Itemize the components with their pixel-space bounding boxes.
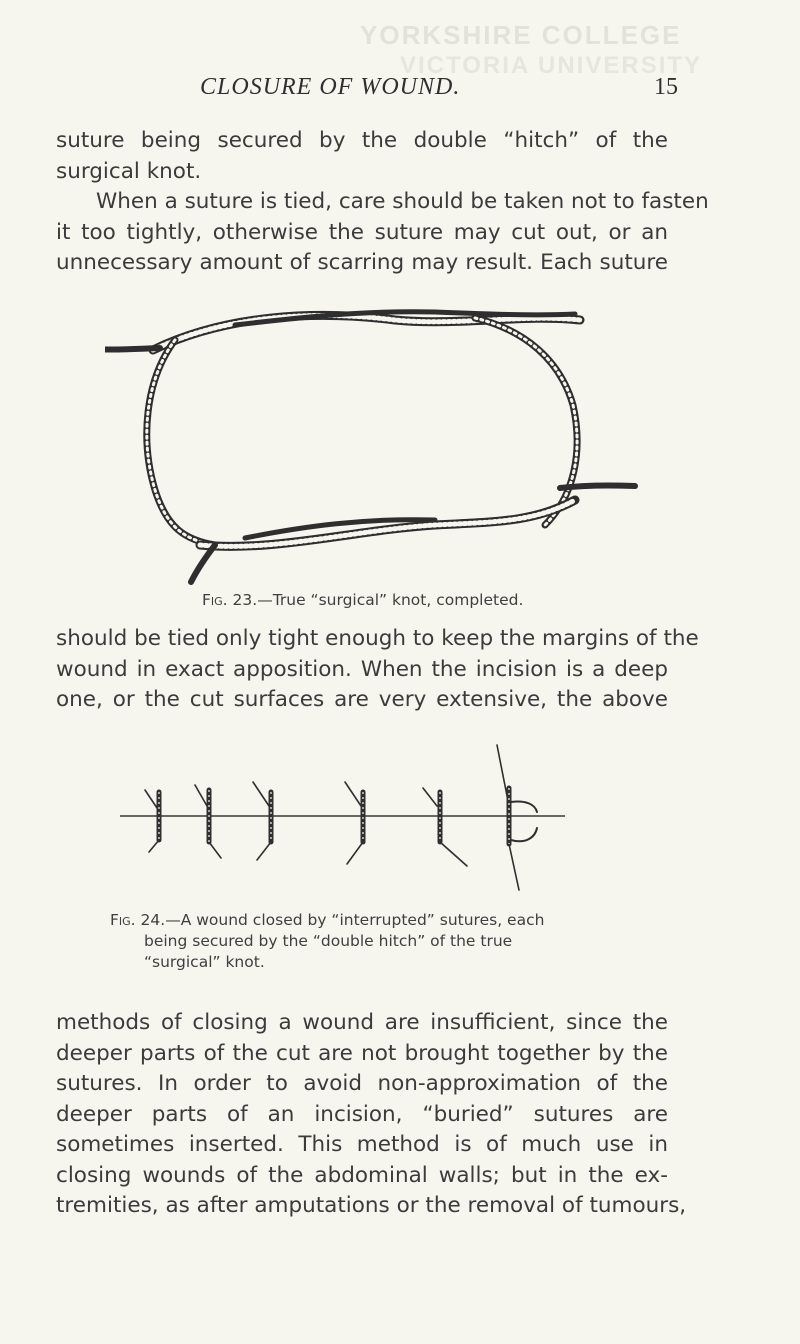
text-line: one, or the cut surfaces are very extensive, the above [56, 687, 668, 712]
text-line: it too tightly, otherwise the suture may cut out, or an [56, 219, 668, 245]
text-line: deeper parts of the cut are not brought together by the [56, 1040, 668, 1066]
running-head [0, 74, 800, 108]
text-line: wound in exact apposition. When the incision is a deep [56, 656, 668, 682]
figure-23-caption [202, 590, 523, 611]
text-line: deeper parts of an incision, “buried” sutures are [56, 1101, 668, 1127]
library-stamp-line-2: VICTORIA UNIVERSITY [400, 52, 703, 79]
caption-text: “surgical” knot. [144, 953, 265, 971]
caption-text: —True “surgical” knot, completed. [257, 591, 524, 609]
paragraph-2 [56, 624, 699, 716]
interrupted-sutures-illustration [105, 740, 575, 895]
text-line: closing wounds of the abdominal walls; but in the ex- [56, 1162, 668, 1188]
text-line: suture being secured by the double “hitch” of the [56, 128, 668, 153]
text-line: sutures. In order to avoid non-approximation of the [56, 1071, 668, 1096]
running-title: CLOSURE OF WOUND. [200, 74, 461, 100]
figure-label: Fig. 23. [202, 591, 258, 609]
text-line: methods of closing a wound are insufficient, since the [56, 1010, 668, 1035]
caption-text: —A wound closed by “interrupted” sutures, each [165, 911, 545, 929]
figure-24-caption [110, 910, 544, 973]
text-line: surgical knot. [56, 158, 202, 184]
caption-text: being secured by the “double hitch” of the true [144, 932, 513, 950]
text-line: When a suture is tied, care should be taken not to fasten [96, 189, 709, 214]
library-stamp-line-1: YORKSHIRE COLLEGE [360, 20, 682, 50]
surgical-knot-illustration [105, 290, 645, 590]
text-line: should be tied only tight enough to keep the margins of the [56, 626, 699, 651]
page-number: 15 [654, 74, 678, 100]
text-line: sometimes inserted. This method is of much use in [56, 1132, 668, 1157]
text-line: unnecessary amount of scarring may result. Each suture [56, 250, 668, 275]
paragraph-1 [56, 126, 709, 279]
text-line: tremities, as after amputations or the removal of tumours, [56, 1193, 687, 1218]
figure-label: Fig. 24. [110, 911, 166, 929]
paragraph-3 [56, 1008, 687, 1222]
